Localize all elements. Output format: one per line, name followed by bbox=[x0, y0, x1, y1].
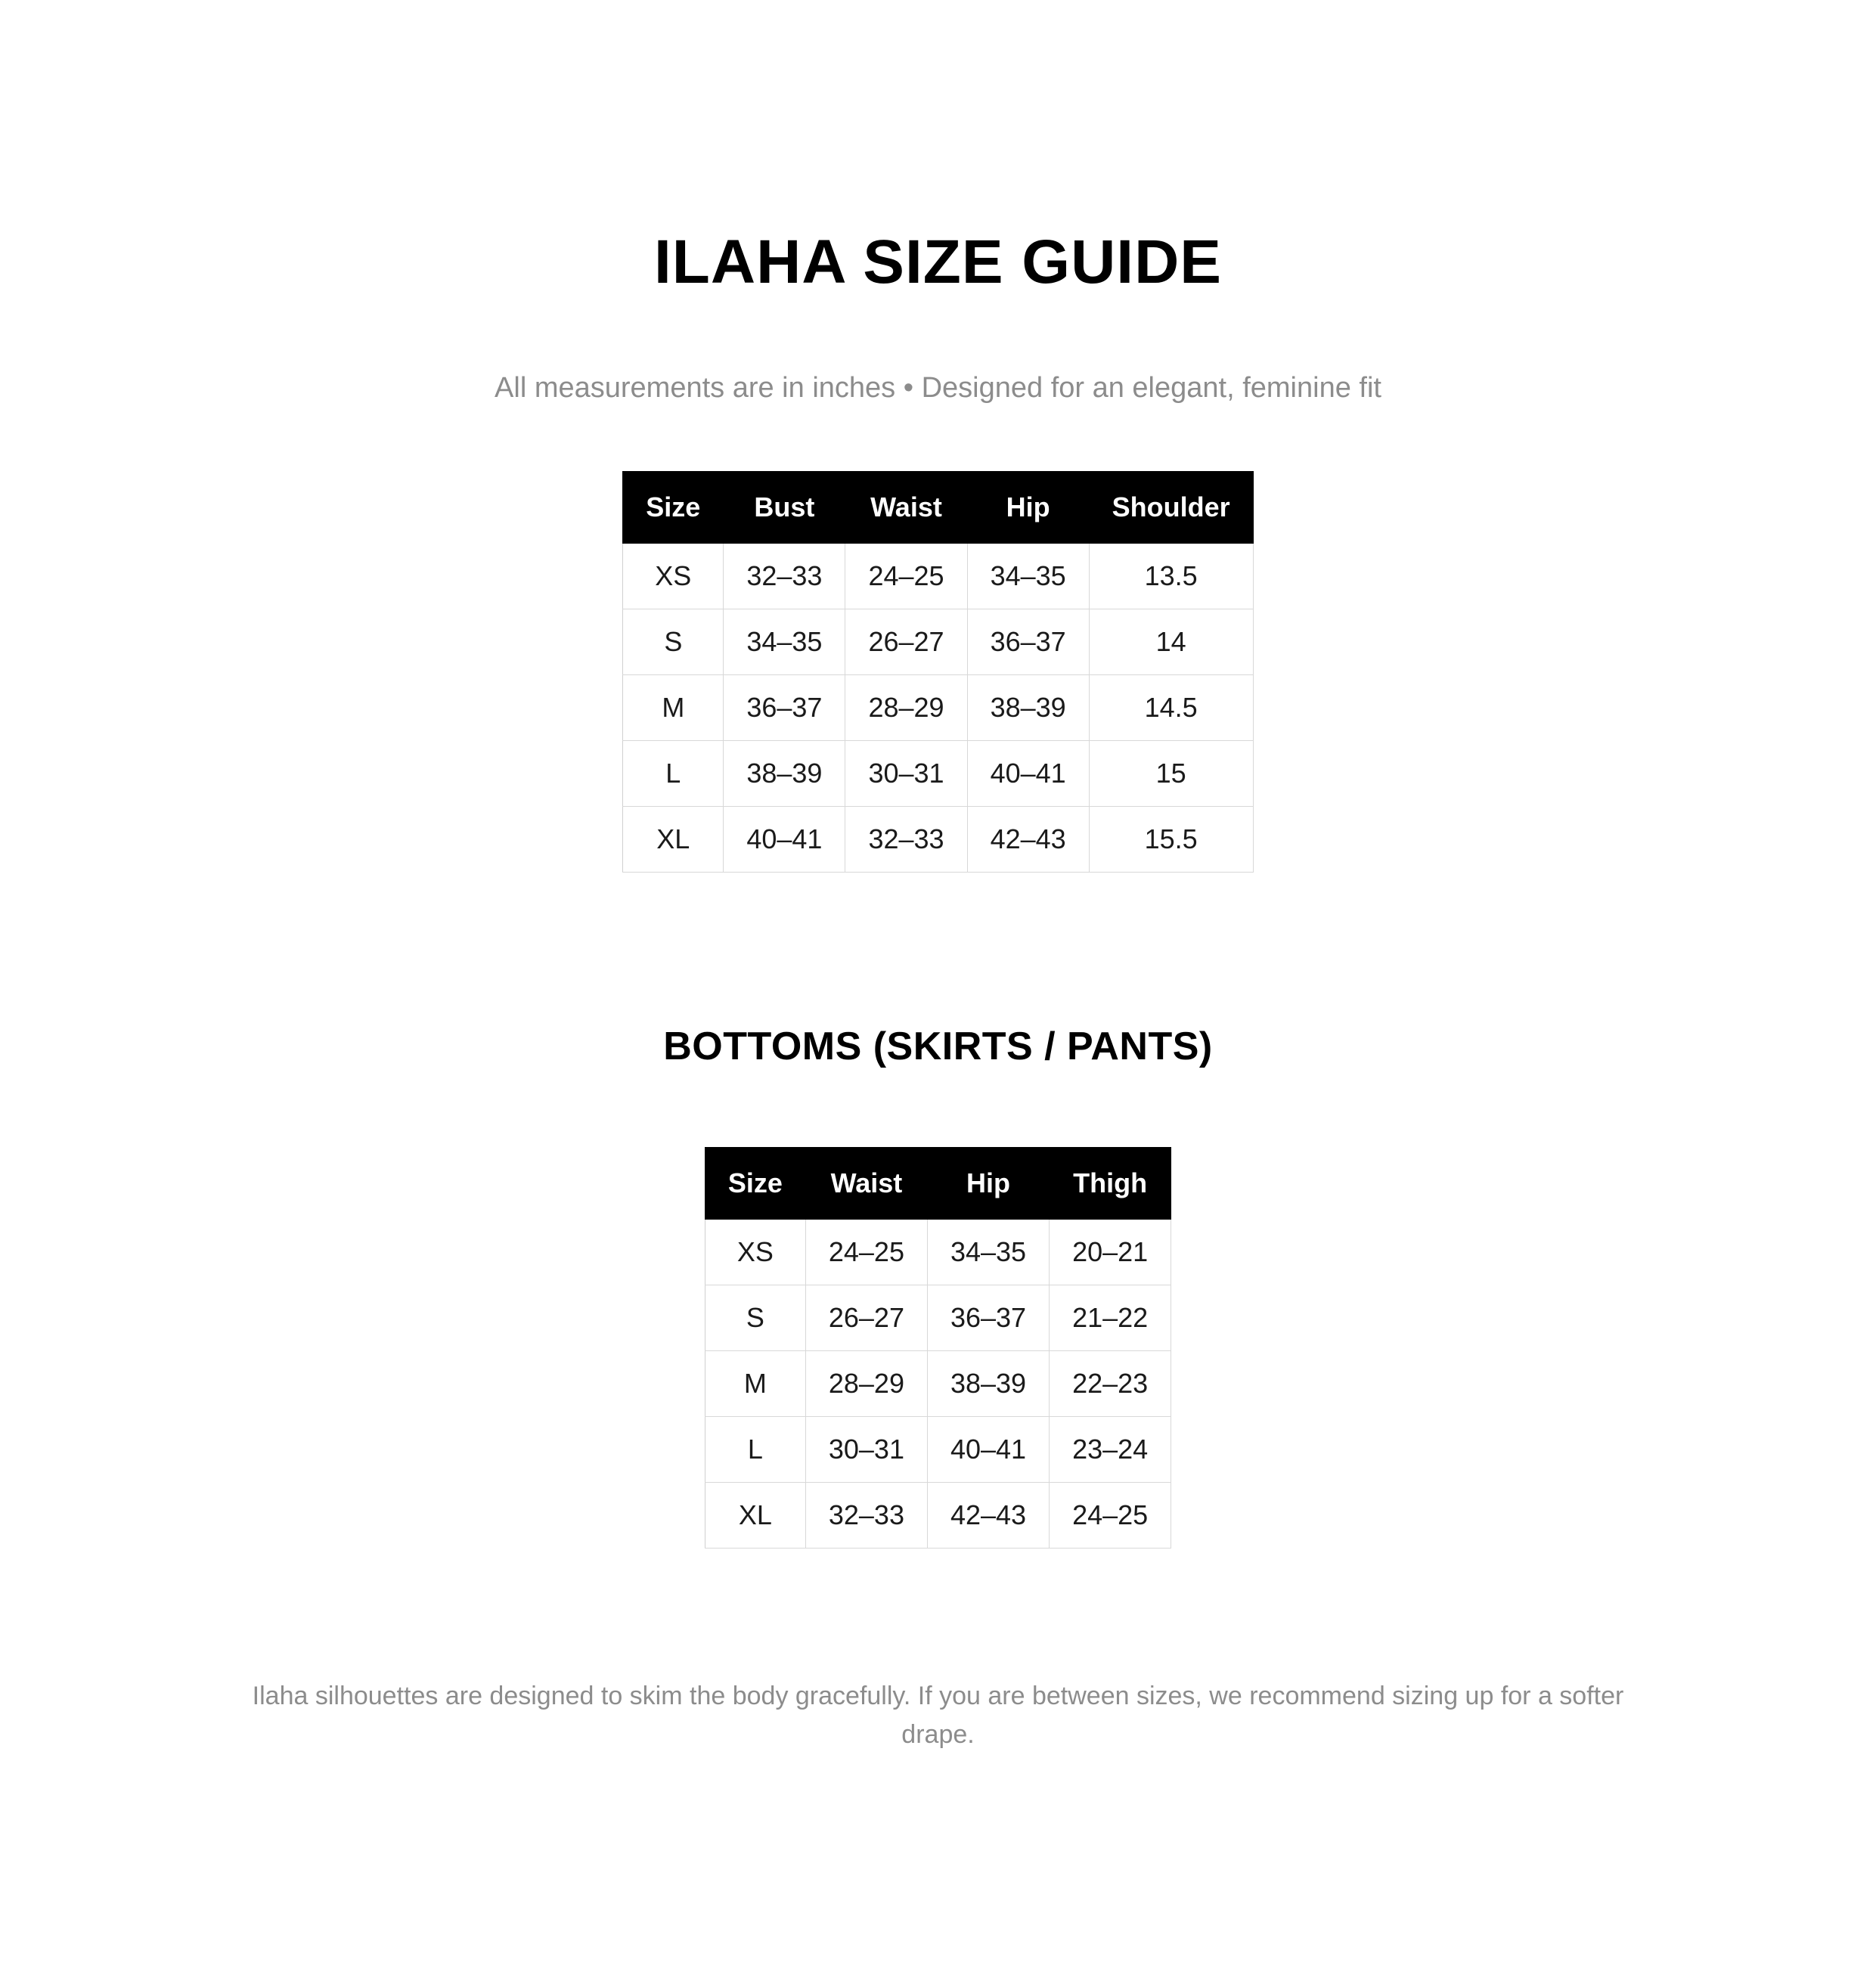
tops-cell: 26–27 bbox=[845, 609, 967, 675]
tops-size-table bbox=[622, 471, 1253, 873]
tops-cell: 38–39 bbox=[724, 741, 845, 807]
bottoms-cell: 24–25 bbox=[805, 1220, 927, 1285]
bottoms-size-table bbox=[705, 1147, 1171, 1549]
tops-column-header: Bust bbox=[724, 472, 845, 544]
tops-table-body bbox=[623, 544, 1253, 873]
table-row bbox=[705, 1483, 1171, 1549]
tops-cell: 15.5 bbox=[1089, 807, 1253, 873]
bottoms-cell: 26–27 bbox=[805, 1285, 927, 1351]
bottoms-table-head bbox=[705, 1148, 1171, 1220]
tops-cell: XL bbox=[623, 807, 724, 873]
bottoms-cell: 20–21 bbox=[1050, 1220, 1171, 1285]
bottoms-cell: 38–39 bbox=[927, 1351, 1049, 1417]
bottoms-column-header: Hip bbox=[927, 1148, 1049, 1220]
tops-cell: XS bbox=[623, 544, 724, 609]
table-row bbox=[705, 1417, 1171, 1483]
tops-cell: 40–41 bbox=[967, 741, 1089, 807]
tops-cell: 30–31 bbox=[845, 741, 967, 807]
bottoms-column-header: Waist bbox=[805, 1148, 927, 1220]
bottoms-cell: 32–33 bbox=[805, 1483, 927, 1549]
tops-cell: 34–35 bbox=[724, 609, 845, 675]
tops-cell: 38–39 bbox=[967, 675, 1089, 741]
bottoms-cell: 22–23 bbox=[1050, 1351, 1171, 1417]
tops-cell: 40–41 bbox=[724, 807, 845, 873]
tops-cell: 42–43 bbox=[967, 807, 1089, 873]
table-row bbox=[705, 1220, 1171, 1285]
tops-column-header: Size bbox=[623, 472, 724, 544]
tops-cell: 36–37 bbox=[724, 675, 845, 741]
bottoms-section-title: BOTTOMS (SKIRTS / PANTS) bbox=[663, 1025, 1213, 1068]
bottoms-cell: 40–41 bbox=[927, 1417, 1049, 1483]
bottoms-cell: XL bbox=[705, 1483, 805, 1549]
table-row bbox=[623, 675, 1253, 741]
tops-cell: 15 bbox=[1089, 741, 1253, 807]
bottoms-column-header: Thigh bbox=[1050, 1148, 1171, 1220]
table-row bbox=[705, 1351, 1171, 1417]
tops-cell: 28–29 bbox=[845, 675, 967, 741]
bottoms-table-container bbox=[0, 1147, 1876, 1549]
bottoms-column-header: Size bbox=[705, 1148, 805, 1220]
bottoms-cell: 42–43 bbox=[927, 1483, 1049, 1549]
bottoms-cell: 24–25 bbox=[1050, 1483, 1171, 1549]
tops-cell: M bbox=[623, 675, 724, 741]
tops-table-container bbox=[0, 471, 1876, 873]
page-title: ILAHA SIZE GUIDE bbox=[654, 228, 1222, 296]
bottoms-header-row bbox=[705, 1148, 1171, 1220]
tops-header-row bbox=[623, 472, 1253, 544]
tops-column-header: Hip bbox=[967, 472, 1089, 544]
tops-column-header: Shoulder bbox=[1089, 472, 1253, 544]
bottoms-cell: XS bbox=[705, 1220, 805, 1285]
bottoms-cell: M bbox=[705, 1351, 805, 1417]
bottoms-cell: L bbox=[705, 1417, 805, 1483]
bottoms-table-body bbox=[705, 1220, 1171, 1549]
page-subtitle: All measurements are in inches • Designed for an elegant, feminine fit bbox=[495, 372, 1381, 404]
tops-cell: 32–33 bbox=[845, 807, 967, 873]
tops-cell: 24–25 bbox=[845, 544, 967, 609]
bottoms-cell: 23–24 bbox=[1050, 1417, 1171, 1483]
tops-cell: 14 bbox=[1089, 609, 1253, 675]
tops-cell: 32–33 bbox=[724, 544, 845, 609]
bottoms-cell: 36–37 bbox=[927, 1285, 1049, 1351]
tops-cell: 34–35 bbox=[967, 544, 1089, 609]
bottoms-cell: 30–31 bbox=[805, 1417, 927, 1483]
table-row bbox=[705, 1285, 1171, 1351]
table-row bbox=[623, 609, 1253, 675]
tops-cell: L bbox=[623, 741, 724, 807]
table-row bbox=[623, 807, 1253, 873]
tops-cell: 13.5 bbox=[1089, 544, 1253, 609]
tops-column-header: Waist bbox=[845, 472, 967, 544]
bottoms-cell: 28–29 bbox=[805, 1351, 927, 1417]
tops-cell: 14.5 bbox=[1089, 675, 1253, 741]
tops-table-head bbox=[623, 472, 1253, 544]
table-row bbox=[623, 741, 1253, 807]
tops-cell: 36–37 bbox=[967, 609, 1089, 675]
bottoms-cell: 34–35 bbox=[927, 1220, 1049, 1285]
tops-cell: S bbox=[623, 609, 724, 675]
footnote-text: Ilaha silhouettes are designed to skim the body gracefully. If you are between sizes, we recommend sizing up for a softer drape. bbox=[252, 1682, 1624, 1750]
table-row bbox=[623, 544, 1253, 609]
bottoms-cell: S bbox=[705, 1285, 805, 1351]
bottoms-cell: 21–22 bbox=[1050, 1285, 1171, 1351]
